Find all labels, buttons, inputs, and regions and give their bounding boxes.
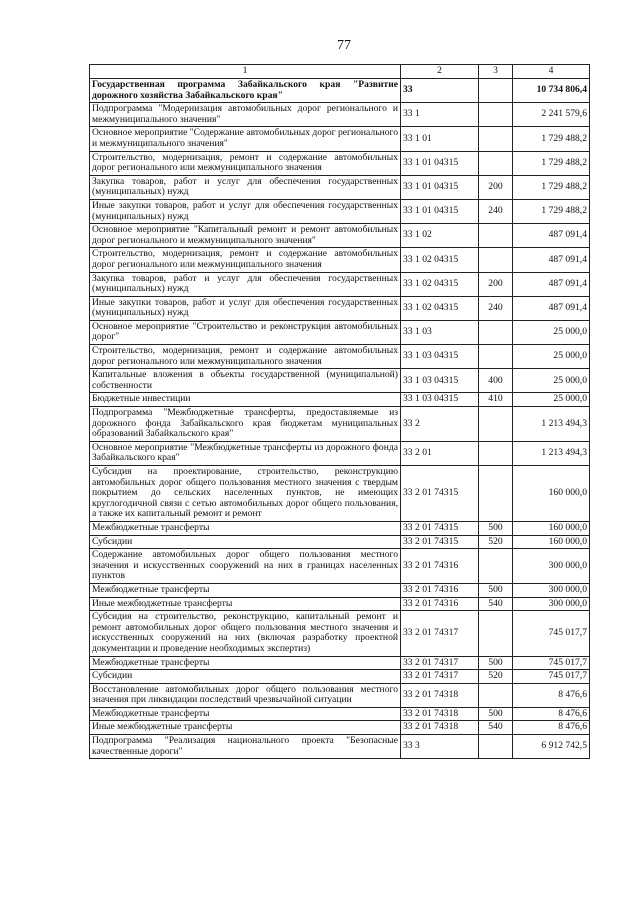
table-row (90, 407, 590, 442)
row-expense-type-cell (479, 407, 513, 442)
row-expense-type-cell (479, 103, 513, 127)
row-name-cell: Иные закупки товаров, работ и услуг для обеспечения государственных (муниципальных) нужд (90, 199, 401, 223)
table-row (90, 248, 590, 272)
table-row (90, 296, 590, 320)
row-amount-cell: 25 000,0 (513, 369, 590, 393)
row-amount-cell: 300 000,0 (513, 583, 590, 597)
table-row (90, 175, 590, 199)
row-code-cell: 33 2 01 74318 (401, 721, 479, 735)
row-name-cell: Субсидии (90, 670, 401, 684)
row-amount-cell: 25 000,0 (513, 320, 590, 344)
row-amount-cell: 8 476,6 (513, 707, 590, 721)
table-row (90, 670, 590, 684)
row-name-cell: Восстановление автомобильных дорог общего пользования местного значения при ликвидации последствий чрезвычайной ситуации (90, 683, 401, 707)
row-expense-type-cell: 500 (479, 583, 513, 597)
row-name-cell: Капитальные вложения в объекты государственной (муниципальной) собственности (90, 369, 401, 393)
row-name-cell: Государственная программа Забайкальского края "Развитие дорожного хозяйства Забайкальского края" (90, 79, 401, 103)
row-amount-cell: 1 213 494,3 (513, 441, 590, 465)
row-code-cell: 33 1 03 04315 (401, 345, 479, 369)
column-header: 4 (513, 65, 590, 79)
row-name-cell: Межбюджетные трансферты (90, 521, 401, 535)
row-code-cell: 33 1 01 04315 (401, 151, 479, 175)
row-amount-cell: 160 000,0 (513, 466, 590, 522)
row-expense-type-cell: 240 (479, 199, 513, 223)
row-amount-cell: 160 000,0 (513, 521, 590, 535)
row-name-cell: Основное мероприятие "Капитальный ремонт и ремонт автомобильных дорог регионального и межмуниципального значения" (90, 224, 401, 248)
row-name-cell: Содержание автомобильных дорог общего пользования местного значения и искусственных сооружений на них в границах населенных пунктов (90, 549, 401, 584)
row-name-cell: Подпрограмма "Межбюджетные трансферты, предоставляемые из дорожного фонда Забайкальского края бюджетам муниципальных образований Забайкальского края" (90, 407, 401, 442)
table-row (90, 199, 590, 223)
row-code-cell: 33 1 02 04315 (401, 272, 479, 296)
table-row (90, 79, 590, 103)
row-code-cell: 33 2 01 74315 (401, 521, 479, 535)
row-expense-type-cell: 520 (479, 535, 513, 549)
table-row (90, 103, 590, 127)
table-row (90, 549, 590, 584)
table-row (90, 583, 590, 597)
row-code-cell: 33 (401, 79, 479, 103)
row-code-cell: 33 3 (401, 735, 479, 759)
row-name-cell: Подпрограмма "Реализация национального проекта "Безопасные качественные дороги" (90, 735, 401, 759)
row-name-cell: Субсидия на проектирование, строительство, реконструкцию автомобильных дорог общего пользования местного значения с твердым покрытием до сельских населенных пунктов, не имеющих круглогодичной связи с сетью автомобильных дорог общего пользования, а также их капитальный ремонт и ремонт (90, 466, 401, 522)
row-amount-cell: 25 000,0 (513, 345, 590, 369)
row-name-cell: Строительство, модернизация, ремонт и содержание автомобильных дорог регионального или межмуниципального значения (90, 345, 401, 369)
row-expense-type-cell (479, 466, 513, 522)
row-amount-cell: 1 213 494,3 (513, 407, 590, 442)
row-expense-type-cell: 540 (479, 597, 513, 611)
row-code-cell: 33 2 01 74315 (401, 466, 479, 522)
row-expense-type-cell (479, 611, 513, 656)
table-header-row (90, 65, 590, 79)
table-row (90, 466, 590, 522)
table-row (90, 393, 590, 407)
row-name-cell: Строительство, модернизация, ремонт и содержание автомобильных дорог регионального или межмуниципального значения (90, 248, 401, 272)
table-row (90, 272, 590, 296)
row-expense-type-cell (479, 127, 513, 151)
row-code-cell: 33 1 02 04315 (401, 296, 479, 320)
table-row (90, 521, 590, 535)
column-header: 1 (90, 65, 401, 79)
row-expense-type-cell (479, 320, 513, 344)
row-expense-type-cell: 500 (479, 656, 513, 670)
row-name-cell: Закупка товаров, работ и услуг для обеспечения государственных (муниципальных) нужд (90, 175, 401, 199)
row-code-cell: 33 1 01 04315 (401, 175, 479, 199)
row-amount-cell: 8 476,6 (513, 683, 590, 707)
row-expense-type-cell: 200 (479, 272, 513, 296)
table-row (90, 721, 590, 735)
row-amount-cell: 10 734 806,4 (513, 79, 590, 103)
row-code-cell: 33 2 01 74316 (401, 583, 479, 597)
row-amount-cell: 2 241 579,6 (513, 103, 590, 127)
row-expense-type-cell: 400 (479, 369, 513, 393)
row-amount-cell: 6 912 742,5 (513, 735, 590, 759)
row-amount-cell: 300 000,0 (513, 549, 590, 584)
row-amount-cell: 745 017,7 (513, 656, 590, 670)
row-code-cell: 33 1 (401, 103, 479, 127)
row-name-cell: Основное мероприятие "Содержание автомобильных дорог регионального и межмуниципального значения" (90, 127, 401, 151)
table-row (90, 369, 590, 393)
table-row (90, 611, 590, 656)
row-code-cell: 33 2 01 74317 (401, 670, 479, 684)
row-expense-type-cell: 520 (479, 670, 513, 684)
table-row (90, 656, 590, 670)
table-row (90, 224, 590, 248)
row-expense-type-cell: 240 (479, 296, 513, 320)
table-row (90, 683, 590, 707)
row-code-cell: 33 1 02 (401, 224, 479, 248)
row-code-cell: 33 1 01 (401, 127, 479, 151)
row-amount-cell: 8 476,6 (513, 721, 590, 735)
table-row (90, 345, 590, 369)
row-amount-cell: 1 729 488,2 (513, 199, 590, 223)
row-name-cell: Основное мероприятие "Строительство и реконструкция автомобильных дорог" (90, 320, 401, 344)
row-expense-type-cell: 500 (479, 521, 513, 535)
row-expense-type-cell (479, 79, 513, 103)
row-name-cell: Подпрограмма "Модернизация автомобильных дорог регионального и межмуниципального значения" (90, 103, 401, 127)
row-code-cell: 33 2 (401, 407, 479, 442)
column-header: 2 (401, 65, 479, 79)
row-expense-type-cell (479, 224, 513, 248)
row-code-cell: 33 1 01 04315 (401, 199, 479, 223)
row-amount-cell: 1 729 488,2 (513, 151, 590, 175)
row-expense-type-cell (479, 248, 513, 272)
row-amount-cell: 1 729 488,2 (513, 175, 590, 199)
budget-table (89, 64, 590, 759)
row-name-cell: Иные межбюджетные трансферты (90, 597, 401, 611)
row-name-cell: Иные межбюджетные трансферты (90, 721, 401, 735)
row-code-cell: 33 2 01 74318 (401, 707, 479, 721)
row-code-cell: 33 1 03 04315 (401, 393, 479, 407)
row-code-cell: 33 2 01 74315 (401, 535, 479, 549)
row-expense-type-cell (479, 683, 513, 707)
row-name-cell: Субсидии (90, 535, 401, 549)
table-row (90, 127, 590, 151)
row-expense-type-cell (479, 441, 513, 465)
row-amount-cell: 1 729 488,2 (513, 127, 590, 151)
column-header: 3 (479, 65, 513, 79)
row-amount-cell: 160 000,0 (513, 535, 590, 549)
page-number: 77 (337, 38, 351, 53)
row-code-cell: 33 2 01 74316 (401, 597, 479, 611)
row-name-cell: Закупка товаров, работ и услуг для обеспечения государственных (муниципальных) нужд (90, 272, 401, 296)
table-row (90, 320, 590, 344)
row-code-cell: 33 2 01 74318 (401, 683, 479, 707)
row-amount-cell: 487 091,4 (513, 248, 590, 272)
row-code-cell: 33 2 01 74317 (401, 611, 479, 656)
row-expense-type-cell (479, 151, 513, 175)
row-code-cell: 33 1 03 (401, 320, 479, 344)
row-expense-type-cell: 500 (479, 707, 513, 721)
row-expense-type-cell: 200 (479, 175, 513, 199)
row-amount-cell: 300 000,0 (513, 597, 590, 611)
table-row (90, 441, 590, 465)
row-code-cell: 33 1 02 04315 (401, 248, 479, 272)
row-expense-type-cell (479, 735, 513, 759)
table-row (90, 597, 590, 611)
row-name-cell: Межбюджетные трансферты (90, 583, 401, 597)
row-name-cell: Строительство, модернизация, ремонт и содержание автомобильных дорог регионального или межмуниципального значения (90, 151, 401, 175)
row-expense-type-cell: 410 (479, 393, 513, 407)
row-name-cell: Основное мероприятие "Межбюджетные трансферты из дорожного фонда Забайкальского края" (90, 441, 401, 465)
row-code-cell: 33 2 01 (401, 441, 479, 465)
row-expense-type-cell (479, 345, 513, 369)
row-code-cell: 33 2 01 74317 (401, 656, 479, 670)
row-amount-cell: 487 091,4 (513, 272, 590, 296)
row-name-cell: Бюджетные инвестиции (90, 393, 401, 407)
table-row (90, 735, 590, 759)
row-amount-cell: 745 017,7 (513, 611, 590, 656)
table-row (90, 151, 590, 175)
row-name-cell: Межбюджетные трансферты (90, 656, 401, 670)
row-amount-cell: 487 091,4 (513, 224, 590, 248)
row-amount-cell: 487 091,4 (513, 296, 590, 320)
row-name-cell: Иные закупки товаров, работ и услуг для обеспечения государственных (муниципальных) нужд (90, 296, 401, 320)
row-amount-cell: 25 000,0 (513, 393, 590, 407)
row-code-cell: 33 1 03 04315 (401, 369, 479, 393)
row-code-cell: 33 2 01 74316 (401, 549, 479, 584)
row-expense-type-cell: 540 (479, 721, 513, 735)
row-amount-cell: 745 017,7 (513, 670, 590, 684)
table-row (90, 707, 590, 721)
row-name-cell: Субсидия на строительство, реконструкцию, капитальный ремонт и ремонт автомобильных дорог общего пользования местного значения и искусственных сооружений на них (включая разработку проектной документации и проведение необходимых экспертиз) (90, 611, 401, 656)
table-row (90, 535, 590, 549)
row-name-cell: Межбюджетные трансферты (90, 707, 401, 721)
row-expense-type-cell (479, 549, 513, 584)
